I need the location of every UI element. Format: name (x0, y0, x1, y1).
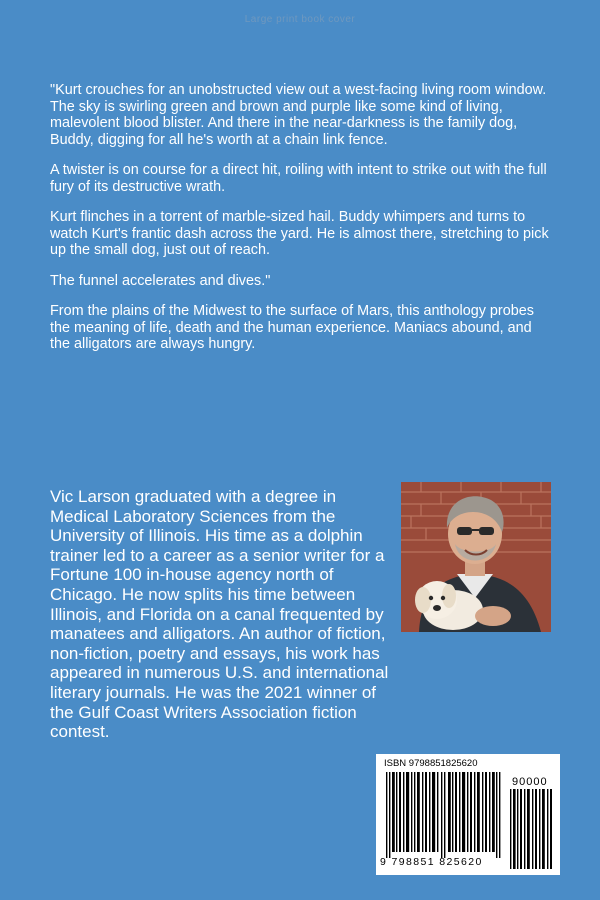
blurb-paragraph-2: A twister is on course for a direct hit, roiling with intent to strike out with the full fury of its destructive wrath. (50, 162, 547, 195)
top-caption: Large print book cover (244, 14, 356, 25)
author-bio-text: Vic Larson graduated with a degree in Medical Laboratory Sciences from the University of Illinois. His time as a dolphin trainer led to a career as a senior writer for a Fortune 100 in-house agency north of Chicago. He now splits his time between Illinois, and Florida on a canal frequented by manatees and alligators. An author of fiction, non-fiction, poetry and essays, his work has appeared in numerous U.S. and international literary journals. He was the 2021 winner of the Gulf Coast Writers Association fiction contest. (50, 487, 389, 742)
blurb-paragraph-4: The funnel accelerates and dives." (50, 272, 271, 289)
book-blurb (50, 82, 550, 367)
isbn-barcode (376, 754, 560, 875)
isbn-label: ISBN 9798851825620 (384, 758, 478, 769)
blurb-paragraph-1: "Kurt crouches for an unobstructed view out a west-facing living room window. The sky is swirling green and brown and purple like some kind of living, malevolent blood blister. And there in the near-darkness is the family dog, Buddy, digging for all he's worth at a chain link fence. (50, 82, 547, 148)
price-code: 90000 (512, 776, 548, 788)
barcode-bars-addon (510, 789, 554, 869)
barcode-bars-main (384, 772, 502, 858)
author-photo (401, 482, 551, 632)
blurb-paragraph-5: From the plains of the Midwest to the surface of Mars, this anthology probes the meaning of life, death and the human experience. Maniacs abound, and the alligators are always hungry. (50, 303, 534, 352)
blurb-paragraph-3: Kurt flinches in a torrent of marble-sized hail. Buddy whimpers and turns to watch Kurt's frantic dash across the yard. He is almost there, stretching to pick up the small dog, just out of reach. (50, 209, 549, 258)
author-photo-illustration (401, 482, 551, 632)
author-bio (50, 487, 390, 742)
barcode-digits: 9 798851 825620 (380, 856, 483, 868)
